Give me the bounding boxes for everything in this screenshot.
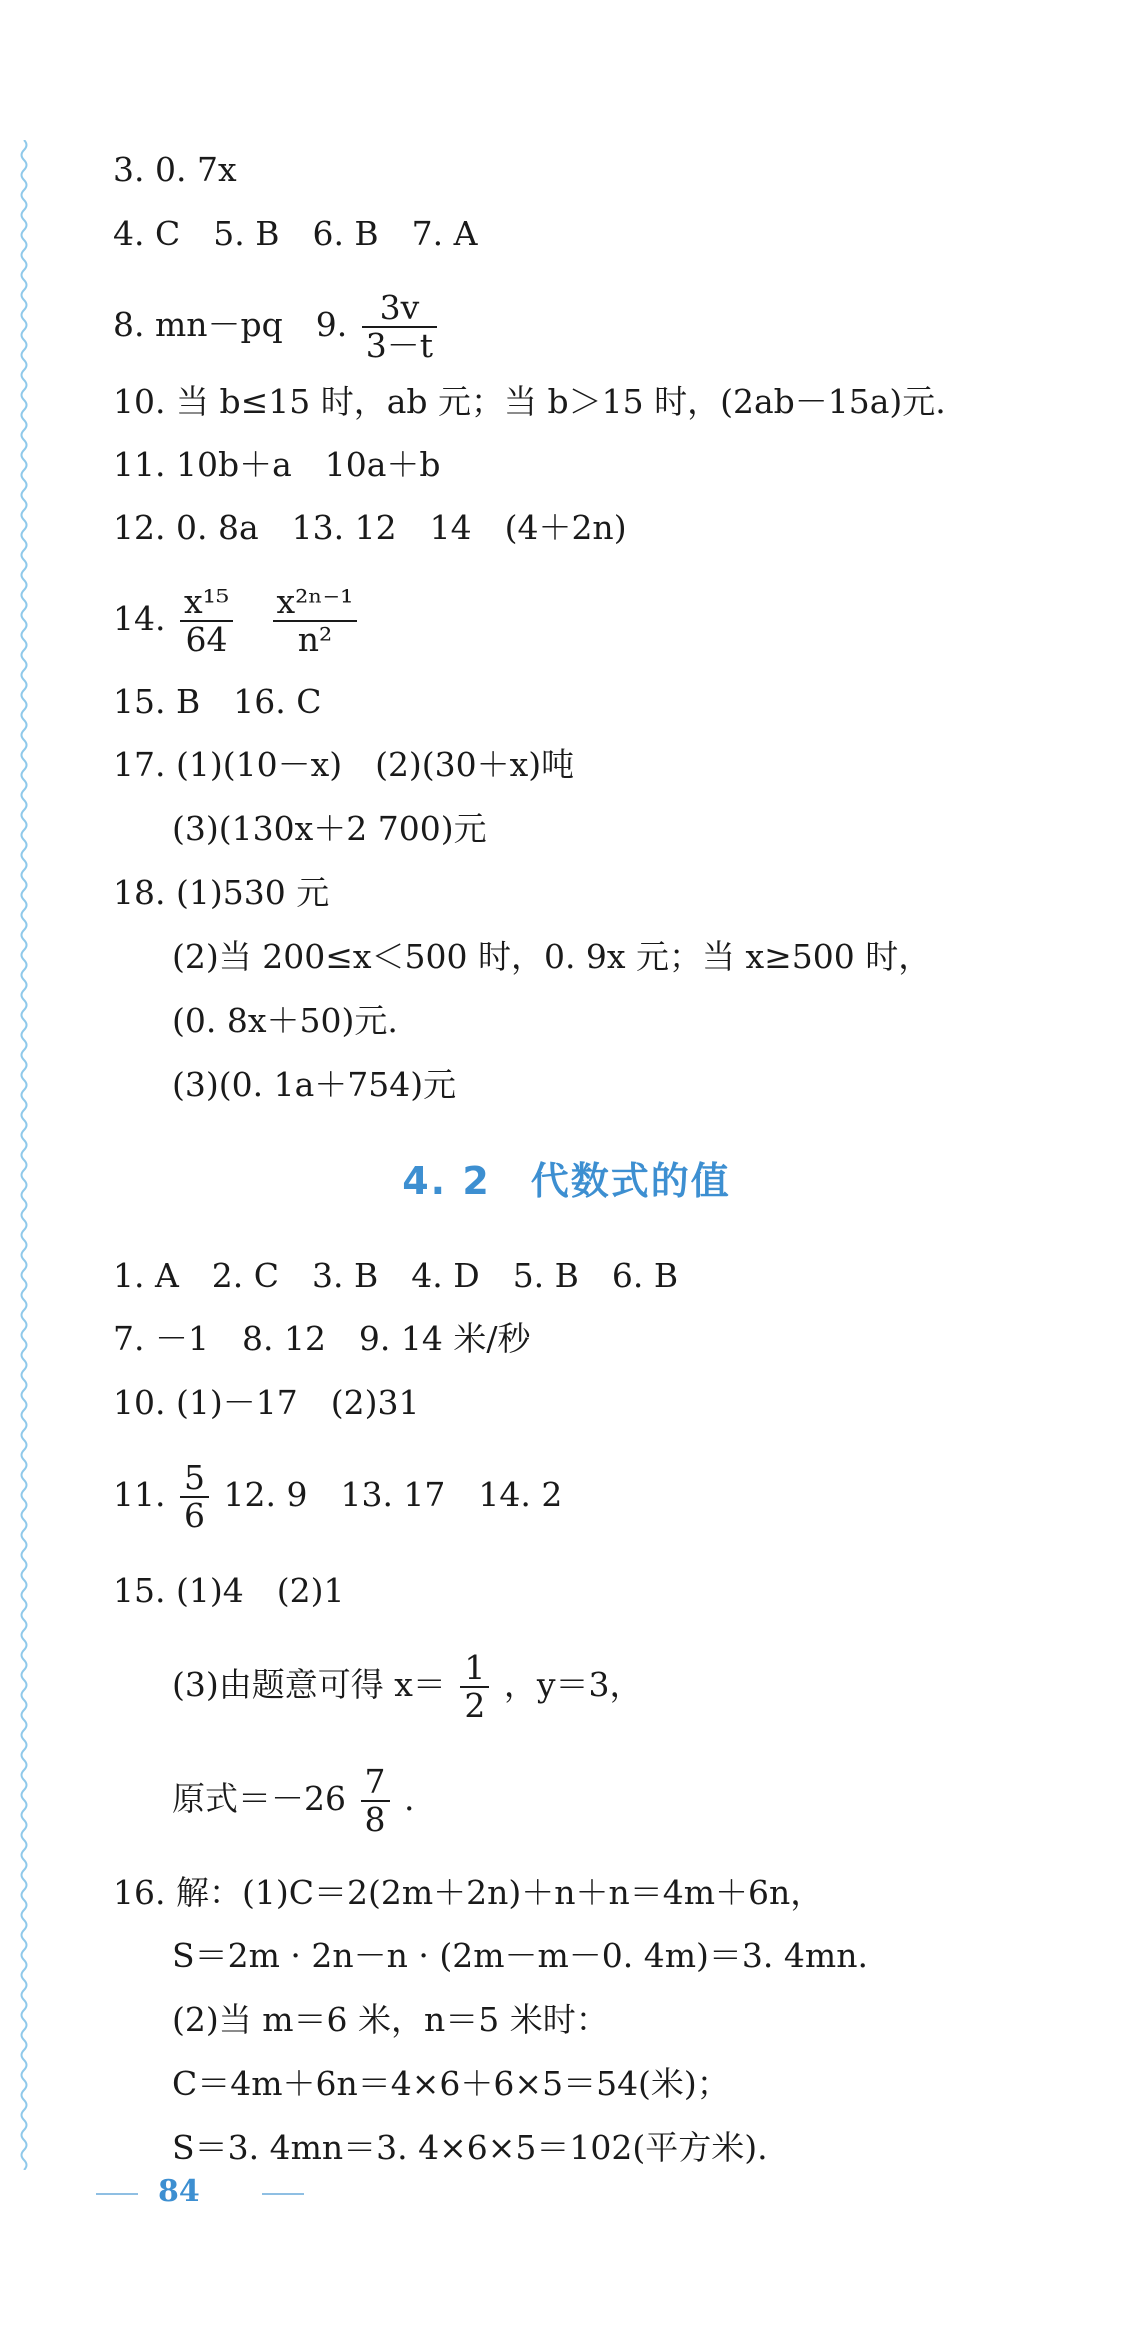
answer-line: 1. A 2. C 3. B 4. D 5. B 6. B [113, 1256, 679, 1295]
answer-line [113, 290, 441, 364]
answer-text: 原式＝－26 [172, 1779, 346, 1818]
answer-text: . [404, 1779, 415, 1818]
section-title: 4. 2 代数式的值 [402, 1159, 731, 1203]
fraction [180, 584, 233, 658]
fraction-numerator: 1 [464, 1648, 486, 1687]
answer-line: (2)当 m＝6 米，n＝5 米时： [172, 2000, 609, 2039]
fraction [362, 290, 437, 364]
fraction-denominator: n² [273, 620, 358, 658]
answer-line: (2)当 200≤x＜500 时，0. 9x 元；当 x≥500 时， [172, 937, 932, 976]
answer-line: C＝4m＋6n＝4×6＋6×5＝54(米)； [172, 2064, 730, 2103]
answer-line: 3. 0. 7x [113, 150, 237, 189]
fraction-numerator: 3v [379, 288, 420, 327]
fraction [180, 1460, 209, 1534]
answer-text: ，y＝3， [503, 1665, 643, 1704]
page-number-dash [262, 2193, 304, 2195]
answer-text: 14. [113, 599, 166, 638]
answer-text: 12. 9 13. 17 14. 2 [223, 1475, 563, 1514]
fraction-denominator: 3－t [362, 326, 437, 364]
page-number-dash [96, 2193, 138, 2195]
fraction-denominator: 8 [361, 1800, 390, 1838]
answer-line [113, 584, 361, 658]
fraction-numerator: 5 [183, 1458, 205, 1497]
answer-line: 7. －1 8. 12 9. 14 米/秒 [113, 1319, 531, 1358]
answer-line: S＝3. 4mn＝3. 4×6×5＝102(平方米). [172, 2128, 768, 2167]
fraction [273, 584, 358, 658]
fraction-numerator: 7 [364, 1762, 386, 1801]
fraction-numerator: x²ⁿ⁻¹ [276, 582, 354, 621]
answer-line: 16. 解：(1)C＝2(2m＋2n)＋n＋n＝4m＋6n， [113, 1873, 824, 1912]
page-number: 84 [158, 2174, 200, 2209]
answer-line: (3)(130x＋2 700)元 [172, 809, 487, 848]
answer-line: (0. 8x＋50)元. [172, 1001, 398, 1040]
answer-text: 11. [113, 1475, 166, 1514]
answer-line [113, 1460, 562, 1534]
answer-line: 10. 当 b≤15 时，ab 元；当 b＞15 时，(2ab－15a)元. [113, 382, 946, 421]
answer-line: 18. (1)530 元 [113, 873, 330, 912]
fraction [460, 1650, 489, 1724]
fraction-denominator: 64 [180, 620, 233, 658]
fraction-denominator: 6 [180, 1496, 209, 1534]
answer-line: 12. 0. 8a 13. 12 14 (4＋2n) [113, 508, 627, 547]
answer-line [172, 1650, 643, 1724]
answer-line: 10. (1)－17 (2)31 [113, 1383, 420, 1422]
answer-line: S＝2m · 2n－n · (2m－m－0. 4m)＝3. 4mn. [172, 1936, 868, 1975]
answer-line: (3)(0. 1a＋754)元 [172, 1065, 457, 1104]
answer-line: 11. 10b＋a 10a＋b [113, 445, 441, 484]
answer-line: 17. (1)(10－x) (2)(30＋x)吨 [113, 745, 575, 784]
answer-line: 15. B 16. C [113, 682, 322, 721]
answer-text: (3)由题意可得 x＝ [172, 1665, 446, 1704]
fraction-numerator: x¹⁵ [183, 582, 230, 621]
fraction [361, 1764, 390, 1838]
fraction-denominator: 2 [460, 1686, 489, 1724]
answer-line: 15. (1)4 (2)1 [113, 1571, 345, 1610]
answer-line: 4. C 5. B 6. B 7. A [113, 214, 478, 253]
answer-text: 8. mn－pq 9. [113, 305, 348, 344]
answer-line [172, 1764, 415, 1838]
